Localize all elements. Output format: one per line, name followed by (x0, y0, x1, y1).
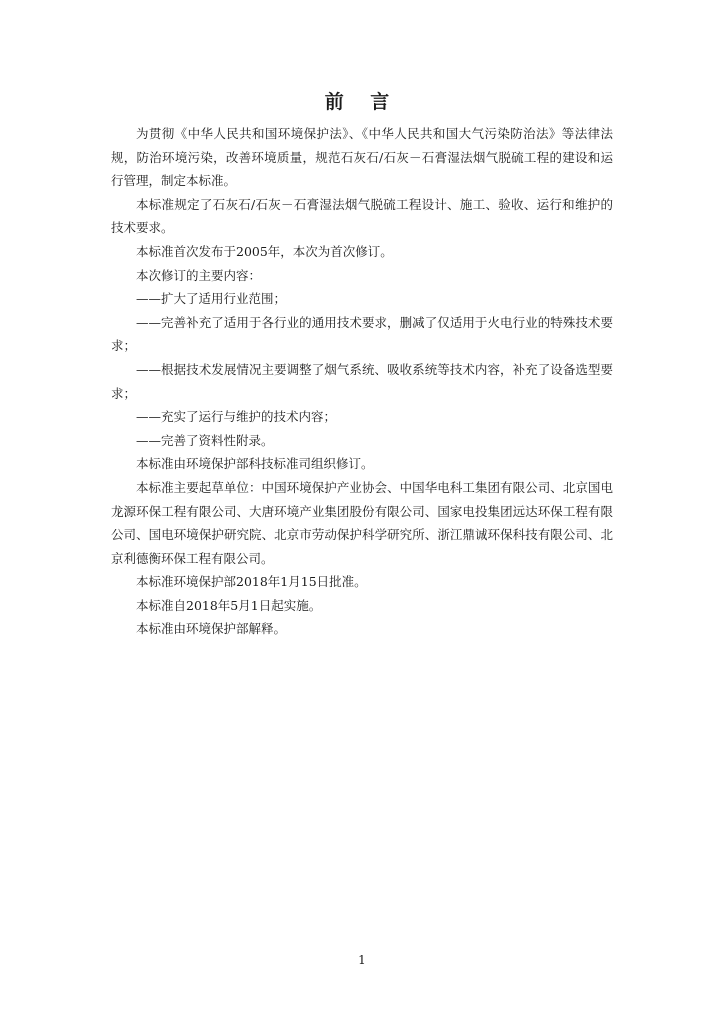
paragraph-drafting-units: 本标准主要起草单位：中国环境保护产业协会、中国华电科工集团有限公司、北京国电龙源环保工程有限公司、大唐环境产业集团股份有限公司、国家电投集团远达环保工程有限公司、国电环境保护研究院、北京市劳动保护科学研究所、浙江鼎诚环保科技有限公司、北京利德衡环保工程有限公司。 (111, 479, 613, 566)
paragraph-organizer: 本标准由环境保护部科技标准司组织修订。 (136, 456, 374, 472)
paragraph-scope: 本标准规定了石灰石/石灰－石膏湿法烟气脱硫工程设计、施工、验收、运行和维护的技术要求。 (111, 196, 613, 236)
paragraph-approval-date: 本标准环境保护部2018年1月15日批准。 (136, 574, 367, 590)
paragraph-purpose: 为贯彻《中华人民共和国环境保护法》、《中华人民共和国大气污染防治法》等法律法规，防治环境污染，改善环境质量，规范石灰石/石灰－石膏湿法烟气脱硫工程的建设和运行管理，制定本标准。 (111, 126, 613, 189)
paragraph-revision-intro: 本次修订的主要内容： (136, 267, 262, 283)
page-number: 1 (358, 953, 366, 967)
paragraph-effective-date: 本标准自2018年5月1日起实施。 (136, 597, 322, 613)
foreword-body (111, 122, 613, 641)
paragraph-interpretation: 本标准由环境保护部解释。 (136, 621, 287, 637)
paragraph-history: 本标准首次发布于2005年，本次为首次修订。 (136, 243, 393, 259)
revision-item-general-requirements: ——完善补充了适用于各行业的通用技术要求，删减了仅适用于火电行业的特殊技术要求； (111, 314, 613, 354)
revision-item-technical-content: ——根据技术发展情况主要调整了烟气系统、吸收系统等技术内容，补充了设备选型要求； (111, 361, 613, 401)
revision-item-scope: ——扩大了适用行业范围； (136, 291, 287, 307)
page-title: 前 言 (324, 91, 400, 113)
revision-item-operation: ——充实了运行与维护的技术内容； (136, 409, 337, 425)
revision-item-appendix: ——完善了资料性附录。 (136, 432, 274, 448)
